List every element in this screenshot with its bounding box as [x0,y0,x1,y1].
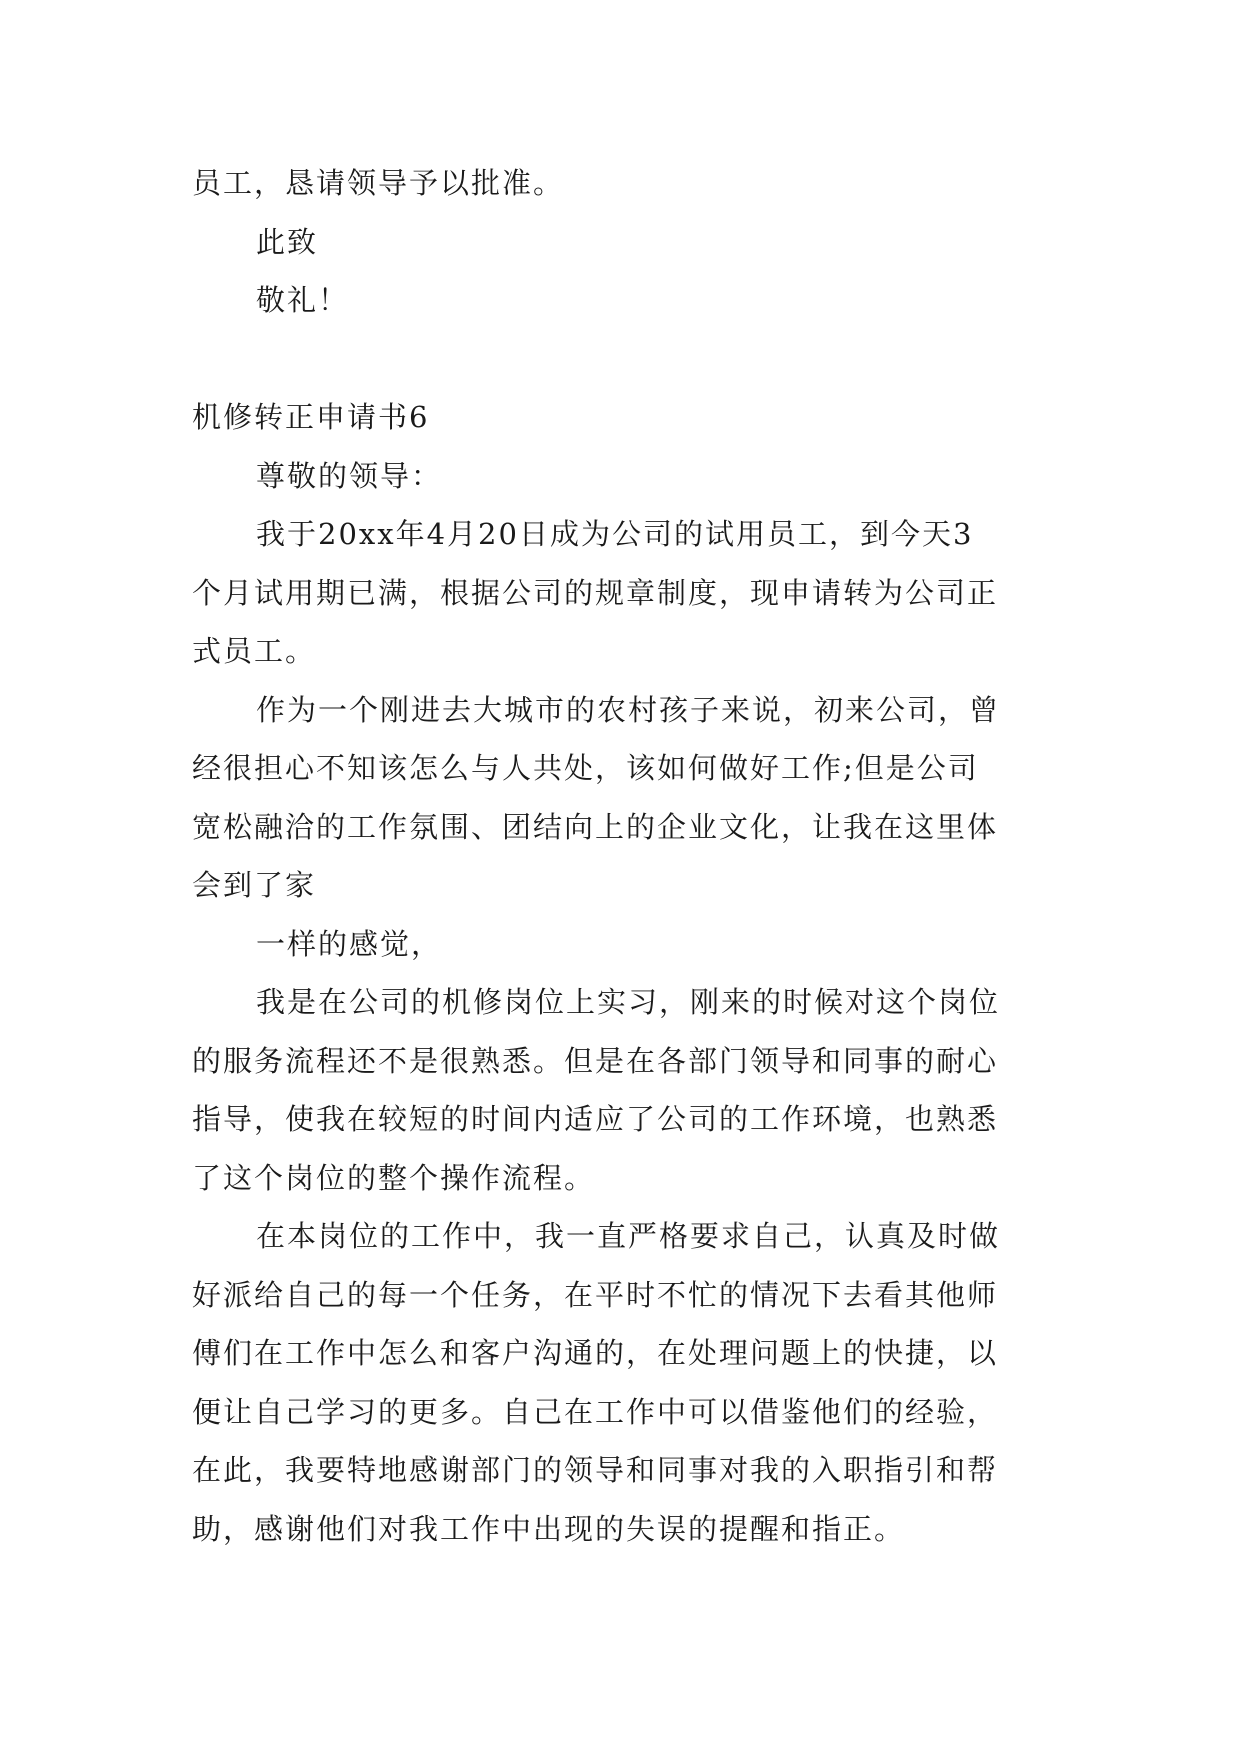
paragraph-line: 我是在公司的机修岗位上实习，刚来的时候对这个岗位 [256,985,1001,1019]
paragraph-line: 一样的感觉， [256,926,443,961]
closing-salute: 敬礼！ [256,283,350,317]
paragraph-line: 会到了家 [192,868,317,902]
paragraph-line: 经很担心不知该怎么与人共处，该如何做好工作;但是公司 [192,751,979,785]
paragraph-line: 指导，使我在较短的时间内适应了公司的工作环境，也熟悉 [192,1102,999,1136]
section-title: 机修转正申请书6 [192,400,430,434]
paragraph-line: 在本岗位的工作中，我一直严格要求自己，认真及时做 [256,1219,1001,1253]
paragraph-line: 傅们在工作中怎么和客户沟通的，在处理问题上的快捷，以 [192,1336,999,1370]
salutation: 尊敬的领导： [256,458,443,493]
paragraph-line: 助，感谢他们对我工作中出现的失误的提醒和指正。 [192,1511,906,1546]
paragraph-line: 作为一个刚进去大城市的农村孩子来说，初来公司，曾 [256,692,1001,727]
paragraph-line: 了这个岗位的整个操作流程。 [192,1160,596,1195]
paragraph-line: 的服务流程还不是很熟悉。但是在各部门领导和同事的耐心 [192,1043,999,1078]
paragraph-line: 在此，我要特地感谢部门的领导和同事对我的入职指引和帮 [192,1453,999,1487]
paragraph-line: 好派给自己的每一个任务，在平时不忙的情况下去看其他师 [192,1277,999,1312]
closing-line: 员工，恳请领导予以批准。 [192,166,565,200]
document-body [192,154,1062,1558]
paragraph-line: 便让自己学习的更多。自己在工作中可以借鉴他们的经验， [192,1394,999,1429]
paragraph-line: 式员工。 [192,634,317,668]
paragraph-line: 宽松融洽的工作氛围、团结向上的企业文化，让我在这里体 [192,809,999,844]
paragraph-line: 个月试用期已满，根据公司的规章制度，现申请转为公司正 [192,575,999,610]
paragraph-line: 我于20xx年4月20日成为公司的试用员工，到今天3 [256,517,974,551]
closing-greeting: 此致 [256,224,319,259]
section-gap [192,330,1062,389]
